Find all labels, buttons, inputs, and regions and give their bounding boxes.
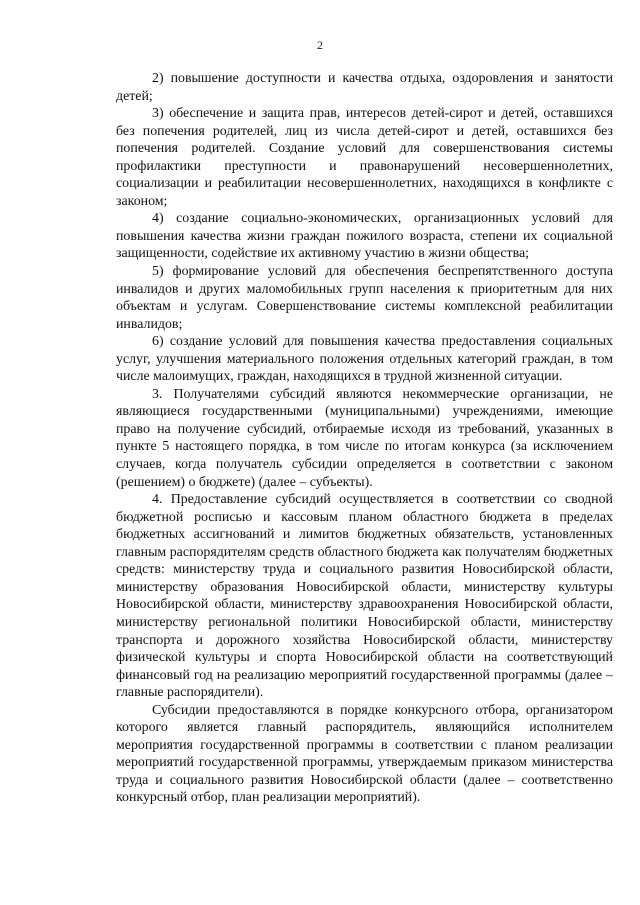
paragraph-item-6: 6) создание условий для повышения качества предоставления социальных услуг, улучшения материального положения отдельных категорий граждан, в том числе малоимущих, граждан, находящихся в трудной жизненной ситуации.: [116, 334, 613, 385]
paragraph-item-3: 3) обеспечение и защита прав, интересов детей-сирот и детей, оставшихся без попечения родителей, лиц из числа детей-сирот и детей, оставшихся без попечения родителей. Создание условий для совершенствования системы профилактики преступности и правонарушений несовершеннолетних, социализации и реабилитации несовершеннолетних, находящихся в конфликте с законом;: [116, 106, 613, 209]
paragraph-subsidies: Субсидии предоставляются в порядке конкурсного отбора, организатором которого является главный распорядитель, являющийся исполнителем мероприятия государственной программы в соответствии с планом реализации мероприятий государственной программы, утверждаемым приказом министерства труда и социального развития Новосибирской области (далее – соответственно конкурсный отбор, план реализации мероприятий).: [116, 702, 613, 806]
document-body: [116, 70, 613, 807]
paragraph-item-4: 4) создание социально-экономических, организационных условий для повышения качества жизни граждан пожилого возраста, степени их социальной защищенности, содействие их активному участию в жизни общества;: [116, 211, 613, 262]
page-number: 2: [317, 38, 323, 52]
paragraph-item-2: 2) повышение доступности и качества отдыха, оздоровления и занятости детей;: [116, 71, 613, 104]
paragraph-clause-3: 3. Получателями субсидий являются некоммерческие организации, не являющиеся государственными (муниципальными) учреждениями, имеющие право на получение субсидий, отбираемые исходя из требований, указанных в пункте 5 настоящего порядка, в том числе по итогам конкурса (за исключением случаев, когда получатель субсидии определяется в соответствии с законом (решением) о бюджете) (далее – субъекты).: [116, 386, 613, 490]
paragraph-clause-4: 4. Предоставление субсидий осуществляется в соответствии со сводной бюджетной росписью и кассовым планом областного бюджета в пределах бюджетных ассигнований и лимитов бюджетных обязательств, установленных главным распорядителям средств областного бюджета как получателям бюджетных средств: министерству труда и социального развития Новосибирской области, министерству образования Новосибирской области, министерству культуры Новосибирской области, министерству здравоохранения Новосибирской области, министерству региональной политики Новосибирской области, министерству транспорта и дорожного хозяйства Новосибирской области, министерству физической культуры и спорта Новосибирской области на соответствующий финансовый год на реализацию мероприятий государственной программы (далее – главные распорядители).: [116, 492, 613, 701]
paragraph-item-5: 5) формирование условий для обеспечения беспрепятственного доступа инвалидов и других маломобильных групп населения к приоритетным для них объектам и услугам. Совершенствование системы комплексной реабилитации инвалидов;: [116, 264, 613, 332]
